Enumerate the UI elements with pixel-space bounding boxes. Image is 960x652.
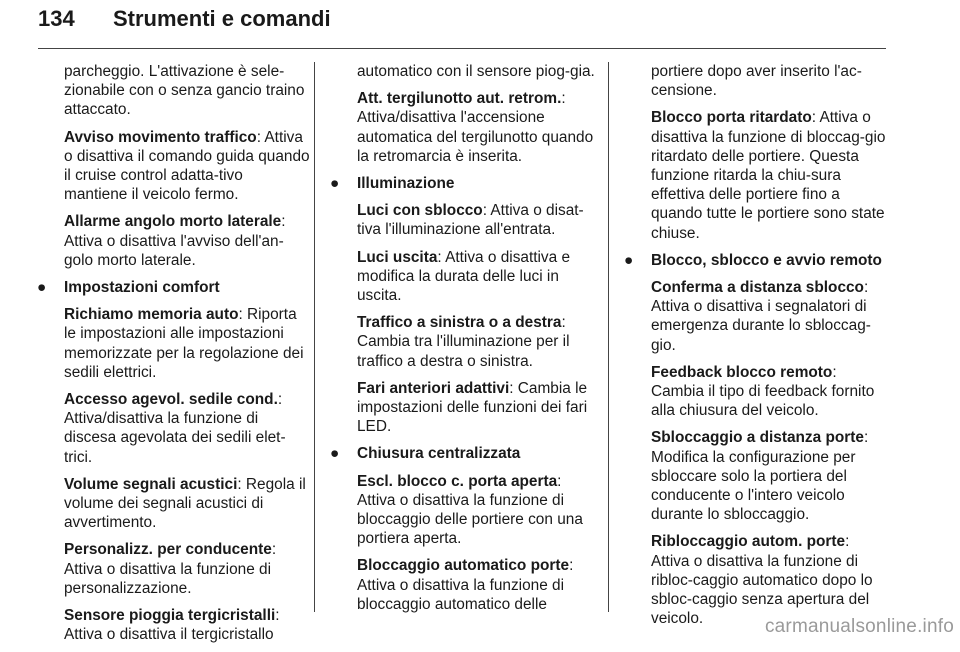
- setting-description: : Cambia il tipo di feedback fornito alla chiusura del veicolo.: [651, 363, 875, 420]
- setting-entry: [64, 128, 310, 205]
- setting-term: Allarme angolo morto laterale: [64, 213, 282, 231]
- setting-term: Feedback blocco remoto: [651, 363, 833, 381]
- setting-description: : Attiva o disattiva la funzione di bloccag-gio ritardato delle portiere. Questa funzione ritarda la chiu-sura effettiva delle portiere fino a quando tutte le portiere sono state chiuse.: [651, 109, 886, 242]
- column-divider-1: [314, 62, 315, 612]
- setting-entry: [357, 379, 603, 437]
- column-2: [330, 62, 603, 622]
- bullet-heading: Impostazioni comfort: [64, 279, 220, 297]
- setting-term: Volume segnali acustici: [64, 475, 238, 493]
- setting-entry: [651, 108, 891, 242]
- setting-description: : Attiva o disattiva la funzione di personalizzazione.: [64, 541, 277, 597]
- bullet-section-central-locking: [330, 444, 603, 463]
- setting-term: Traffico a sinistra o a destra: [357, 314, 562, 332]
- setting-term: Blocco porta ritardato: [651, 109, 812, 127]
- setting-entry: [651, 428, 891, 524]
- bullet-icon: ●: [37, 279, 47, 297]
- setting-entry: [64, 390, 310, 467]
- setting-description: : Cambia tra l'illuminazione per il traffico a destra o sinistra.: [357, 314, 570, 370]
- column-divider-2: [608, 62, 609, 612]
- column-3: [624, 62, 891, 636]
- setting-description: : Cambia le impostazioni delle funzioni dei fari LED.: [357, 379, 588, 436]
- setting-description: : Attiva o disattiva la funzione di bloccaggio automatico delle: [357, 557, 574, 613]
- setting-term: Conferma a distanza sblocco: [651, 279, 864, 297]
- bullet-section-comfort: [37, 278, 310, 297]
- setting-entry: [357, 89, 603, 166]
- paragraph: parcheggio. L'attivazione è sele-zionabile con o senza gancio traino attaccato.: [64, 63, 305, 119]
- setting-entry: [651, 532, 891, 628]
- setting-entry: [651, 278, 891, 355]
- setting-entry: [357, 313, 603, 371]
- setting-description: : Modifica la configurazione per sbloccare solo la portiera del conducente o l'intero veicolo durante lo sbloccaggio.: [651, 429, 869, 524]
- paragraph: automatico con il sensore piog-gia.: [357, 63, 595, 80]
- bullet-section-remote: [624, 251, 891, 270]
- section-title: Strumenti e comandi: [113, 6, 331, 31]
- setting-entry: [357, 472, 603, 549]
- setting-entry: [357, 556, 603, 614]
- setting-description: : Attiva o disattiva il comando guida quando il cruise control adatta-tivo mantiene il veicolo fermo.: [64, 128, 310, 204]
- setting-description: : Attiva o disattiva la funzione di bloccaggio delle portiere con una portiera aperta.: [357, 472, 583, 548]
- column-1: [37, 62, 310, 652]
- setting-description: : Attiva/disattiva la funzione di discesa agevolata dei sedili elet-trici.: [64, 391, 286, 466]
- setting-description: : Attiva o disattiva l'avviso dell'an-golo morto laterale.: [64, 213, 286, 269]
- setting-entry: [651, 363, 891, 421]
- setting-term: Escl. blocco c. porta aperta: [357, 472, 558, 490]
- bullet-icon: ●: [330, 175, 340, 193]
- setting-term: Ribloccaggio autom. porte: [651, 533, 846, 551]
- setting-term: Fari anteriori adattivi: [357, 379, 510, 397]
- bullet-heading: Illuminazione: [357, 175, 455, 193]
- setting-entry: [64, 305, 310, 382]
- bullet-icon: ●: [624, 251, 634, 269]
- setting-description: : Riporta le impostazioni alle impostazioni memorizzate per la regolazione dei sedili elettrici.: [64, 306, 304, 381]
- setting-entry: [357, 248, 603, 306]
- setting-entry: [357, 201, 603, 239]
- setting-term: Richiamo memoria auto: [64, 306, 239, 324]
- setting-term: Luci uscita: [357, 248, 438, 266]
- setting-description: : Attiva/disattiva l'accensione automatica del tergilunotto quando la retromarcia è inserita.: [357, 90, 594, 165]
- setting-description: : Attiva o disat-tiva l'illuminazione all'entrata.: [357, 202, 584, 239]
- setting-term: Sbloccaggio a distanza porte: [651, 429, 864, 447]
- setting-term: Luci con sblocco: [357, 202, 483, 220]
- bullet-section-lighting: [330, 174, 603, 193]
- setting-term: Att. tergilunotto aut. retrom.: [357, 90, 562, 108]
- setting-description: : Attiva o disattiva e modifica la durata delle luci in uscita.: [357, 248, 571, 305]
- setting-entry: [64, 606, 310, 644]
- setting-entry: [64, 475, 310, 533]
- setting-description: : Attiva o disattiva i segnalatori di emergenza durante lo sbloccag-gio.: [651, 279, 871, 354]
- watermark: carmanualsonline.info: [764, 616, 954, 637]
- header-rule: [38, 48, 886, 49]
- setting-term: Personalizz. per conducente: [64, 541, 272, 559]
- setting-description: : Attiva o disattiva la funzione di ribloc-caggio automatico dopo lo sbloc-caggio senza apertura del veicolo.: [651, 533, 873, 628]
- setting-term: Avviso movimento traffico: [64, 128, 257, 146]
- bullet-heading: Blocco, sblocco e avvio remoto: [651, 251, 882, 269]
- setting-term: Accesso agevol. sedile cond.: [64, 391, 278, 409]
- bullet-icon: ●: [330, 445, 340, 463]
- setting-description: : Regola il volume dei segnali acustici di avvertimento.: [64, 475, 306, 532]
- setting-description: : Attiva o disattiva il tergicristallo: [64, 607, 280, 644]
- setting-entry: [64, 540, 310, 598]
- setting-entry: [64, 212, 310, 270]
- bullet-heading: Chiusura centralizzata: [357, 445, 521, 463]
- page-header: [38, 4, 884, 44]
- setting-term: Sensore pioggia tergicristalli: [64, 607, 276, 625]
- page-number: 134: [38, 6, 75, 31]
- paragraph: portiere dopo aver inserito l'ac-censione.: [651, 63, 862, 100]
- setting-term: Bloccaggio automatico porte: [357, 557, 570, 575]
